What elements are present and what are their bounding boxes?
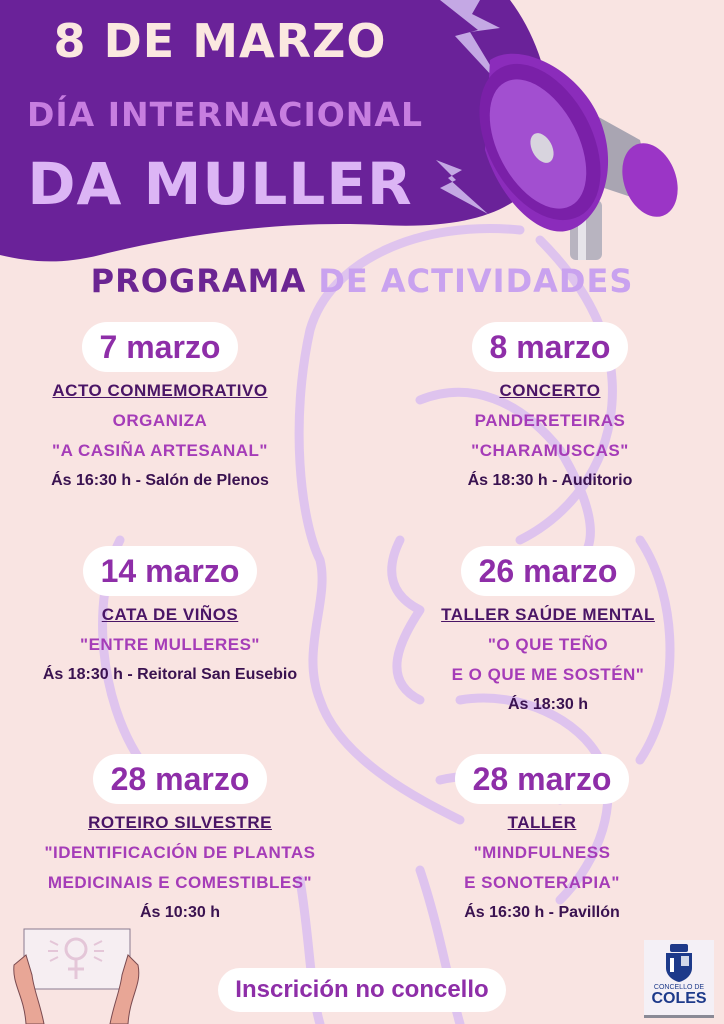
event-time: Ás 16:30 h - Salón de Plenos [51,472,269,489]
title-date: 8 DE MARZO [53,14,387,68]
concello-de-coles-logo [644,940,714,1018]
event-detail: ORGANIZA [112,411,208,430]
event-time: Ás 18:30 h - Reitoral San Eusebio [42,666,298,683]
event-detail: E O QUE ME SOSTÉN" [451,665,645,684]
event-detail: MEDICINAIS E COMESTIBLES" [47,873,313,892]
event-time: Ás 18:30 h [507,696,589,713]
event-detail: E SONOTERAPIA" [464,873,620,892]
coat-of-arms-icon [664,944,694,982]
event-detail: "CHARAMUSCAS" [471,441,629,460]
event-date: 14 marzo [83,546,258,596]
event-title: CONCERTO [499,381,601,400]
megaphone-icon [430,30,690,260]
program-heading [0,262,724,300]
event-date: 7 marzo [82,322,239,372]
event-title: TALLER SAÚDE MENTAL [441,605,655,624]
logo-text-line2: COLES [651,990,707,1007]
event-date: 26 marzo [461,546,636,596]
event-time: Ás 18:30 h - Auditorio [467,472,633,489]
program-heading-part2: DE ACTIVIDADES [318,262,634,300]
event-detail: "A CASIÑA ARTESANAL" [52,441,268,460]
event-detail: PANDERETEIRAS [474,411,626,430]
event-detail: "ENTRE MULLERES" [80,635,260,654]
event-time: Ás 10:30 h [139,904,221,921]
event-card [390,322,710,496]
event-title: TALLER [507,813,577,832]
event-date: 28 marzo [93,754,268,804]
registration-note: Inscrición no concello [218,968,506,1012]
title-main: DA MULLER [27,150,413,218]
event-title: CATA DE VIÑOS [101,605,239,624]
title-subheading: DÍA INTERNACIONAL [27,95,423,134]
event-title: ACTO CONMEMORATIVO [52,381,268,400]
event-card [382,754,702,928]
event-card [10,546,330,690]
event-date: 28 marzo [455,754,630,804]
event-detail: "MINDFULNESS [473,843,611,862]
event-card [388,546,708,720]
event-detail: "O QUE TEÑO [487,635,609,654]
female-symbol-sign-icon [10,925,145,1024]
event-date: 8 marzo [472,322,629,372]
event-card [20,754,340,928]
event-title: ROTEIRO SILVESTRE [88,813,272,832]
logo-text-line1: CONCELLO DE [653,984,705,991]
program-heading-part1: PROGRAMA [90,262,307,300]
event-detail: "IDENTIFICACIÓN DE PLANTAS [44,843,316,862]
event-time: Ás 16:30 h - Pavillón [464,904,620,921]
event-card [0,322,320,496]
